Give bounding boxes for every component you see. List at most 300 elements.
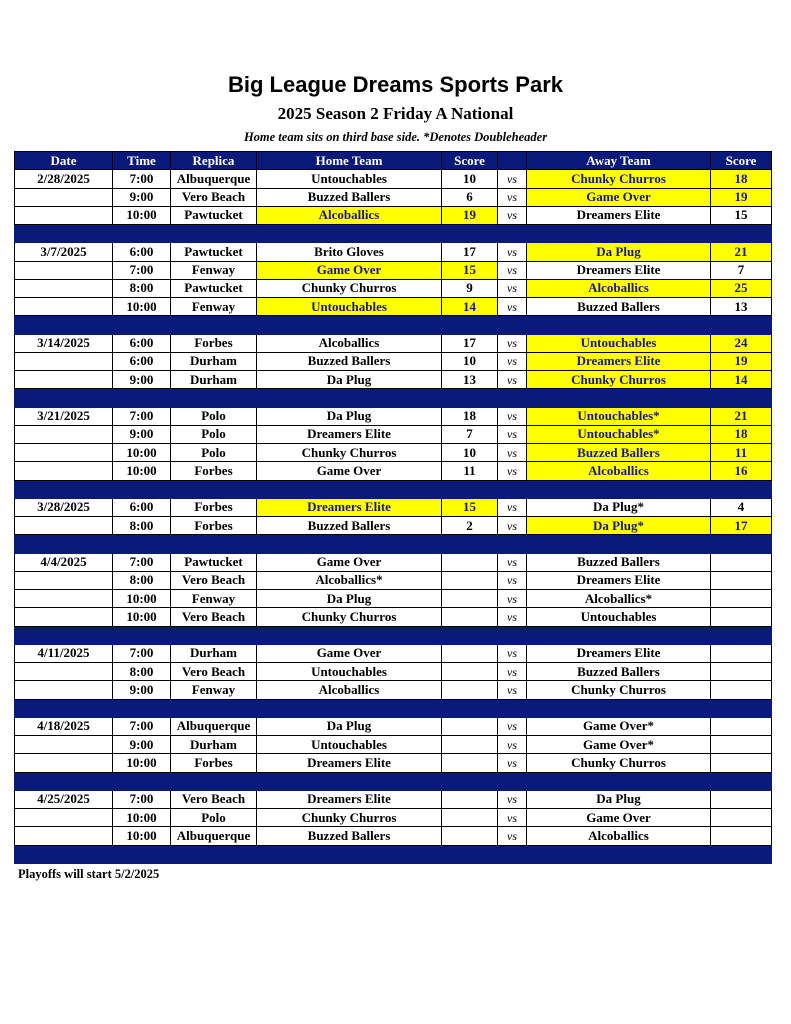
home-score-cell bbox=[442, 571, 498, 589]
replica-cell: Polo bbox=[171, 407, 257, 425]
separator-cell bbox=[171, 225, 257, 243]
separator-cell bbox=[113, 772, 171, 790]
time-cell: 9:00 bbox=[113, 188, 171, 206]
vs-cell: vs bbox=[498, 298, 527, 316]
home-score-cell bbox=[442, 644, 498, 662]
away-team-cell: Untouchables bbox=[527, 608, 711, 626]
date-cell bbox=[15, 352, 113, 370]
home-score-cell: 6 bbox=[442, 188, 498, 206]
replica-cell: Forbes bbox=[171, 462, 257, 480]
away-score-cell: 19 bbox=[711, 352, 772, 370]
time-cell: 10:00 bbox=[113, 827, 171, 845]
table-row bbox=[15, 571, 772, 589]
away-score-cell bbox=[711, 571, 772, 589]
home-team-cell: Dreamers Elite bbox=[257, 498, 442, 516]
away-team-cell: Buzzed Ballers bbox=[527, 663, 711, 681]
away-score-cell bbox=[711, 790, 772, 808]
replica-cell: Vero Beach bbox=[171, 188, 257, 206]
time-cell: 10:00 bbox=[113, 608, 171, 626]
away-team-cell: Chunky Churros bbox=[527, 371, 711, 389]
week-separator-row bbox=[15, 535, 772, 553]
table-row bbox=[15, 188, 772, 206]
replica-cell: Forbes bbox=[171, 754, 257, 772]
date-cell bbox=[15, 371, 113, 389]
separator-cell bbox=[527, 316, 711, 334]
home-team-cell: Dreamers Elite bbox=[257, 790, 442, 808]
date-cell bbox=[15, 809, 113, 827]
vs-cell: vs bbox=[498, 352, 527, 370]
separator-cell bbox=[15, 845, 113, 863]
separator-cell bbox=[498, 316, 527, 334]
home-team-cell: Dreamers Elite bbox=[257, 425, 442, 443]
time-cell: 9:00 bbox=[113, 425, 171, 443]
home-team-cell: Da Plug bbox=[257, 590, 442, 608]
date-cell: 2/28/2025 bbox=[15, 170, 113, 188]
date-cell: 3/21/2025 bbox=[15, 407, 113, 425]
home-team-cell: Alcoballics bbox=[257, 206, 442, 224]
separator-cell bbox=[15, 316, 113, 334]
home-team-cell: Untouchables bbox=[257, 736, 442, 754]
col-header-date: Date bbox=[15, 152, 113, 170]
table-row bbox=[15, 736, 772, 754]
separator-cell bbox=[113, 845, 171, 863]
away-team-cell: Dreamers Elite bbox=[527, 352, 711, 370]
home-score-cell bbox=[442, 590, 498, 608]
separator-cell bbox=[711, 772, 772, 790]
time-cell: 10:00 bbox=[113, 298, 171, 316]
away-team-cell: Alcoballics bbox=[527, 827, 711, 845]
away-score-cell: 4 bbox=[711, 498, 772, 516]
date-cell bbox=[15, 444, 113, 462]
separator-cell bbox=[442, 772, 498, 790]
home-score-cell: 11 bbox=[442, 462, 498, 480]
home-score-cell bbox=[442, 790, 498, 808]
separator-cell bbox=[257, 389, 442, 407]
home-score-cell: 19 bbox=[442, 206, 498, 224]
separator-cell bbox=[257, 845, 442, 863]
away-team-cell: Da Plug bbox=[527, 790, 711, 808]
home-team-cell: Untouchables bbox=[257, 298, 442, 316]
away-team-cell: Dreamers Elite bbox=[527, 206, 711, 224]
table-row bbox=[15, 809, 772, 827]
playoffs-note: Playoffs will start 5/2/2025 bbox=[18, 867, 160, 881]
separator-cell bbox=[171, 772, 257, 790]
separator-cell bbox=[113, 480, 171, 498]
home-team-cell: Chunky Churros bbox=[257, 608, 442, 626]
away-team-cell: Da Plug bbox=[527, 243, 711, 261]
date-cell bbox=[15, 261, 113, 279]
home-team-cell: Buzzed Ballers bbox=[257, 188, 442, 206]
vs-cell: vs bbox=[498, 279, 527, 297]
table-row bbox=[15, 352, 772, 370]
date-cell bbox=[15, 206, 113, 224]
replica-cell: Durham bbox=[171, 352, 257, 370]
away-team-cell: Untouchables* bbox=[527, 407, 711, 425]
vs-cell: vs bbox=[498, 790, 527, 808]
home-score-cell: 10 bbox=[442, 444, 498, 462]
separator-cell bbox=[498, 535, 527, 553]
home-team-cell: Da Plug bbox=[257, 407, 442, 425]
table-row bbox=[15, 590, 772, 608]
home-team-cell: Da Plug bbox=[257, 371, 442, 389]
table-row bbox=[15, 425, 772, 443]
separator-cell bbox=[442, 626, 498, 644]
date-cell: 3/14/2025 bbox=[15, 334, 113, 352]
away-team-cell: Buzzed Ballers bbox=[527, 553, 711, 571]
separator-cell bbox=[498, 626, 527, 644]
date-cell bbox=[15, 681, 113, 699]
vs-cell: vs bbox=[498, 407, 527, 425]
vs-cell: vs bbox=[498, 663, 527, 681]
away-team-cell: Chunky Churros bbox=[527, 681, 711, 699]
replica-cell: Fenway bbox=[171, 261, 257, 279]
away-score-cell bbox=[711, 717, 772, 735]
vs-cell: vs bbox=[498, 517, 527, 535]
away-score-cell: 25 bbox=[711, 279, 772, 297]
table-row bbox=[15, 644, 772, 662]
date-cell bbox=[15, 608, 113, 626]
away-score-cell: 18 bbox=[711, 425, 772, 443]
home-score-cell bbox=[442, 736, 498, 754]
replica-cell: Fenway bbox=[171, 590, 257, 608]
col-header-time: Time bbox=[113, 152, 171, 170]
home-team-cell: Alcoballics* bbox=[257, 571, 442, 589]
away-score-cell bbox=[711, 644, 772, 662]
time-cell: 7:00 bbox=[113, 790, 171, 808]
separator-cell bbox=[711, 389, 772, 407]
away-score-cell: 7 bbox=[711, 261, 772, 279]
away-score-cell: 16 bbox=[711, 462, 772, 480]
date-cell bbox=[15, 827, 113, 845]
week-separator-row bbox=[15, 699, 772, 717]
week-separator-row bbox=[15, 626, 772, 644]
vs-cell: vs bbox=[498, 681, 527, 699]
separator-cell bbox=[442, 480, 498, 498]
date-cell: 3/28/2025 bbox=[15, 498, 113, 516]
week-separator-row bbox=[15, 225, 772, 243]
away-team-cell: Buzzed Ballers bbox=[527, 444, 711, 462]
col-header-away-team: Away Team bbox=[527, 152, 711, 170]
time-cell: 7:00 bbox=[113, 553, 171, 571]
away-score-cell: 21 bbox=[711, 243, 772, 261]
separator-cell bbox=[527, 845, 711, 863]
time-cell: 6:00 bbox=[113, 334, 171, 352]
separator-cell bbox=[113, 535, 171, 553]
separator-cell bbox=[257, 699, 442, 717]
vs-cell: vs bbox=[498, 261, 527, 279]
time-cell: 8:00 bbox=[113, 279, 171, 297]
home-team-cell: Chunky Churros bbox=[257, 279, 442, 297]
away-team-cell: Untouchables bbox=[527, 334, 711, 352]
away-team-cell: Game Over bbox=[527, 188, 711, 206]
vs-cell: vs bbox=[498, 590, 527, 608]
home-score-cell: 15 bbox=[442, 498, 498, 516]
vs-cell: vs bbox=[498, 444, 527, 462]
separator-cell bbox=[171, 389, 257, 407]
vs-cell: vs bbox=[498, 809, 527, 827]
time-cell: 10:00 bbox=[113, 462, 171, 480]
schedule-body bbox=[15, 170, 772, 864]
date-cell: 4/4/2025 bbox=[15, 553, 113, 571]
home-score-cell bbox=[442, 827, 498, 845]
home-score-cell bbox=[442, 717, 498, 735]
away-score-cell: 13 bbox=[711, 298, 772, 316]
home-score-cell bbox=[442, 809, 498, 827]
separator-cell bbox=[113, 626, 171, 644]
away-score-cell: 14 bbox=[711, 371, 772, 389]
away-score-cell bbox=[711, 754, 772, 772]
vs-cell: vs bbox=[498, 498, 527, 516]
vs-cell: vs bbox=[498, 170, 527, 188]
home-score-cell: 13 bbox=[442, 371, 498, 389]
replica-cell: Albuquerque bbox=[171, 717, 257, 735]
away-team-cell: Chunky Churros bbox=[527, 754, 711, 772]
away-team-cell: Buzzed Ballers bbox=[527, 298, 711, 316]
home-team-cell: Untouchables bbox=[257, 663, 442, 681]
home-score-cell: 2 bbox=[442, 517, 498, 535]
home-score-cell: 7 bbox=[442, 425, 498, 443]
vs-cell: vs bbox=[498, 462, 527, 480]
table-row bbox=[15, 663, 772, 681]
time-cell: 6:00 bbox=[113, 243, 171, 261]
week-separator-row bbox=[15, 480, 772, 498]
page-title: Big League Dreams Sports Park bbox=[227, 72, 563, 97]
week-separator-row bbox=[15, 772, 772, 790]
replica-cell: Vero Beach bbox=[171, 790, 257, 808]
separator-cell bbox=[15, 480, 113, 498]
date-cell: 3/7/2025 bbox=[15, 243, 113, 261]
table-row bbox=[15, 717, 772, 735]
replica-cell: Polo bbox=[171, 425, 257, 443]
replica-cell: Fenway bbox=[171, 681, 257, 699]
separator-cell bbox=[113, 699, 171, 717]
replica-cell: Pawtucket bbox=[171, 243, 257, 261]
replica-cell: Forbes bbox=[171, 498, 257, 516]
home-score-cell: 18 bbox=[442, 407, 498, 425]
separator-cell bbox=[711, 480, 772, 498]
table-row bbox=[15, 444, 772, 462]
table-row bbox=[15, 407, 772, 425]
date-cell bbox=[15, 663, 113, 681]
date-cell bbox=[15, 298, 113, 316]
home-team-cell: Game Over bbox=[257, 462, 442, 480]
home-score-cell bbox=[442, 681, 498, 699]
away-score-cell bbox=[711, 590, 772, 608]
replica-cell: Durham bbox=[171, 644, 257, 662]
time-cell: 8:00 bbox=[113, 517, 171, 535]
home-team-cell: Buzzed Ballers bbox=[257, 517, 442, 535]
away-team-cell: Da Plug* bbox=[527, 517, 711, 535]
replica-cell: Pawtucket bbox=[171, 553, 257, 571]
away-team-cell: Dreamers Elite bbox=[527, 644, 711, 662]
separator-cell bbox=[171, 316, 257, 334]
replica-cell: Polo bbox=[171, 444, 257, 462]
date-cell bbox=[15, 590, 113, 608]
separator-cell bbox=[498, 389, 527, 407]
away-team-cell: Da Plug* bbox=[527, 498, 711, 516]
separator-cell bbox=[171, 845, 257, 863]
vs-cell: vs bbox=[498, 206, 527, 224]
week-separator-row bbox=[15, 316, 772, 334]
replica-cell: Fenway bbox=[171, 298, 257, 316]
table-row bbox=[15, 754, 772, 772]
table-row bbox=[15, 170, 772, 188]
separator-cell bbox=[257, 626, 442, 644]
away-team-cell: Alcoballics bbox=[527, 462, 711, 480]
away-team-cell: Dreamers Elite bbox=[527, 261, 711, 279]
home-score-cell bbox=[442, 663, 498, 681]
separator-cell bbox=[257, 535, 442, 553]
home-score-cell bbox=[442, 754, 498, 772]
vs-cell: vs bbox=[498, 754, 527, 772]
time-cell: 7:00 bbox=[113, 261, 171, 279]
date-cell bbox=[15, 188, 113, 206]
home-score-cell bbox=[442, 608, 498, 626]
vs-cell: vs bbox=[498, 553, 527, 571]
replica-cell: Pawtucket bbox=[171, 206, 257, 224]
home-score-cell: 17 bbox=[442, 334, 498, 352]
col-header-replica: Replica bbox=[171, 152, 257, 170]
vs-cell: vs bbox=[498, 736, 527, 754]
home-team-cell: Buzzed Ballers bbox=[257, 827, 442, 845]
separator-cell bbox=[711, 535, 772, 553]
vs-cell: vs bbox=[498, 717, 527, 735]
week-separator-row bbox=[15, 845, 772, 863]
replica-cell: Albuquerque bbox=[171, 827, 257, 845]
home-score-cell: 14 bbox=[442, 298, 498, 316]
home-team-cell: Alcoballics bbox=[257, 334, 442, 352]
time-cell: 6:00 bbox=[113, 498, 171, 516]
away-team-cell: Chunky Churros bbox=[527, 170, 711, 188]
away-score-cell: 19 bbox=[711, 188, 772, 206]
date-cell bbox=[15, 517, 113, 535]
separator-cell bbox=[257, 316, 442, 334]
date-cell bbox=[15, 736, 113, 754]
away-score-cell bbox=[711, 681, 772, 699]
separator-cell bbox=[15, 772, 113, 790]
separator-cell bbox=[113, 225, 171, 243]
separator-cell bbox=[527, 480, 711, 498]
separator-cell bbox=[498, 225, 527, 243]
separator-cell bbox=[711, 845, 772, 863]
home-score-cell: 17 bbox=[442, 243, 498, 261]
time-cell: 9:00 bbox=[113, 736, 171, 754]
home-team-cell: Untouchables bbox=[257, 170, 442, 188]
away-score-cell bbox=[711, 553, 772, 571]
separator-cell bbox=[15, 626, 113, 644]
date-cell: 4/18/2025 bbox=[15, 717, 113, 735]
vs-cell: vs bbox=[498, 243, 527, 261]
table-header-row bbox=[15, 152, 772, 170]
home-team-cell: Da Plug bbox=[257, 717, 442, 735]
home-team-cell: Alcoballics bbox=[257, 681, 442, 699]
home-score-cell: 10 bbox=[442, 352, 498, 370]
time-cell: 8:00 bbox=[113, 663, 171, 681]
separator-cell bbox=[527, 535, 711, 553]
separator-cell bbox=[498, 699, 527, 717]
col-header-vs bbox=[498, 152, 527, 170]
time-cell: 9:00 bbox=[113, 371, 171, 389]
time-cell: 7:00 bbox=[113, 644, 171, 662]
separator-cell bbox=[711, 316, 772, 334]
vs-cell: vs bbox=[498, 371, 527, 389]
separator-cell bbox=[527, 699, 711, 717]
time-cell: 9:00 bbox=[113, 681, 171, 699]
time-cell: 7:00 bbox=[113, 717, 171, 735]
replica-cell: Forbes bbox=[171, 334, 257, 352]
home-team-cell: Game Over bbox=[257, 261, 442, 279]
home-team-cell: Game Over bbox=[257, 644, 442, 662]
vs-cell: vs bbox=[498, 827, 527, 845]
table-row bbox=[15, 371, 772, 389]
time-cell: 10:00 bbox=[113, 206, 171, 224]
away-score-cell bbox=[711, 663, 772, 681]
time-cell: 10:00 bbox=[113, 590, 171, 608]
date-cell: 4/11/2025 bbox=[15, 644, 113, 662]
date-cell: 4/25/2025 bbox=[15, 790, 113, 808]
replica-cell: Forbes bbox=[171, 517, 257, 535]
away-team-cell: Game Over bbox=[527, 809, 711, 827]
time-cell: 7:00 bbox=[113, 407, 171, 425]
away-score-cell: 17 bbox=[711, 517, 772, 535]
table-row bbox=[15, 334, 772, 352]
away-team-cell: Dreamers Elite bbox=[527, 571, 711, 589]
time-cell: 10:00 bbox=[113, 809, 171, 827]
separator-cell bbox=[171, 626, 257, 644]
table-row bbox=[15, 827, 772, 845]
table-row bbox=[15, 298, 772, 316]
away-team-cell: Alcoballics bbox=[527, 279, 711, 297]
separator-cell bbox=[442, 316, 498, 334]
separator-cell bbox=[15, 225, 113, 243]
table-row bbox=[15, 498, 772, 516]
separator-cell bbox=[257, 772, 442, 790]
away-score-cell bbox=[711, 736, 772, 754]
home-score-cell bbox=[442, 553, 498, 571]
separator-cell bbox=[171, 480, 257, 498]
separator-cell bbox=[15, 535, 113, 553]
date-cell bbox=[15, 571, 113, 589]
home-team-cell: Chunky Churros bbox=[257, 444, 442, 462]
col-header-home-score: Score bbox=[442, 152, 498, 170]
replica-cell: Vero Beach bbox=[171, 663, 257, 681]
home-score-cell: 15 bbox=[442, 261, 498, 279]
home-team-cell: Buzzed Ballers bbox=[257, 352, 442, 370]
table-row bbox=[15, 206, 772, 224]
away-score-cell: 21 bbox=[711, 407, 772, 425]
separator-cell bbox=[711, 626, 772, 644]
date-cell bbox=[15, 279, 113, 297]
replica-cell: Polo bbox=[171, 809, 257, 827]
away-team-cell: Alcoballics* bbox=[527, 590, 711, 608]
table-row bbox=[15, 790, 772, 808]
home-team-cell: Game Over bbox=[257, 553, 442, 571]
table-row bbox=[15, 279, 772, 297]
separator-cell bbox=[442, 699, 498, 717]
table-row bbox=[15, 261, 772, 279]
separator-cell bbox=[442, 225, 498, 243]
separator-cell bbox=[15, 389, 113, 407]
away-score-cell: 15 bbox=[711, 206, 772, 224]
table-row bbox=[15, 553, 772, 571]
time-cell: 10:00 bbox=[113, 754, 171, 772]
table-row bbox=[15, 243, 772, 261]
date-cell bbox=[15, 425, 113, 443]
vs-cell: vs bbox=[498, 188, 527, 206]
away-score-cell: 18 bbox=[711, 170, 772, 188]
vs-cell: vs bbox=[498, 425, 527, 443]
separator-cell bbox=[711, 699, 772, 717]
